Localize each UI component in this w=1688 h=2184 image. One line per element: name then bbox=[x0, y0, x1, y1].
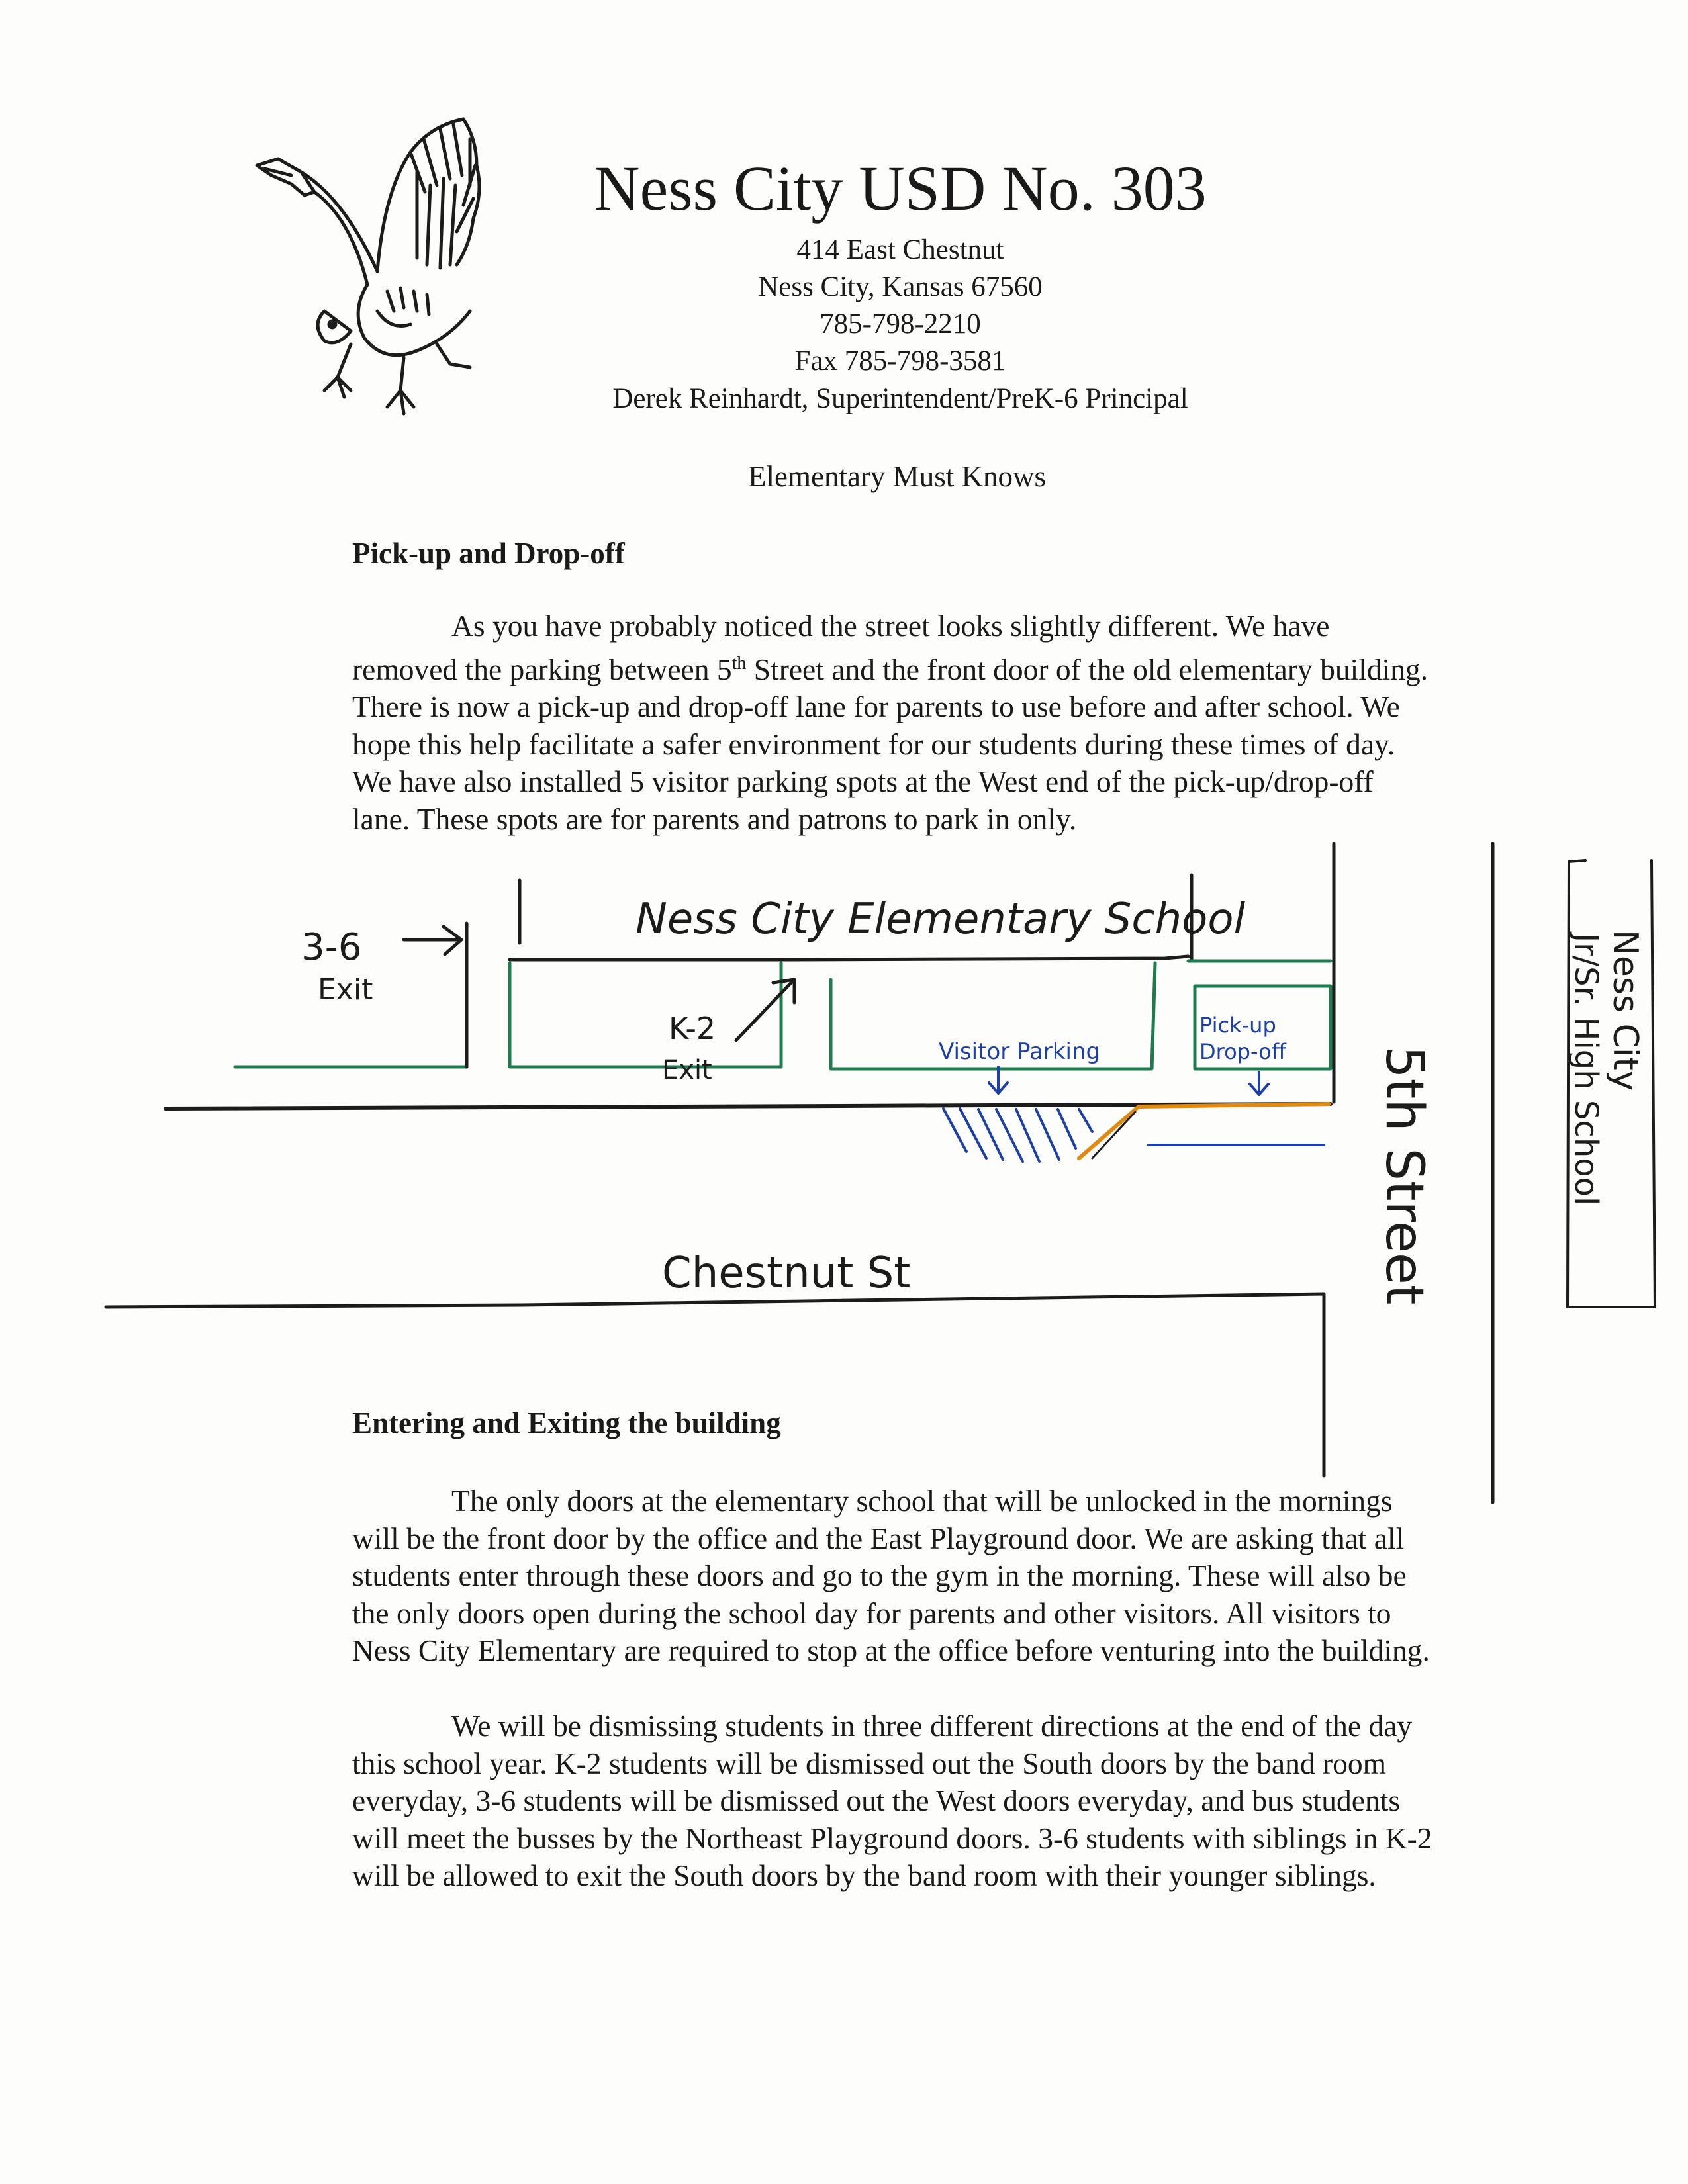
exit-k2-sub: Exit bbox=[662, 1055, 712, 1085]
entering-paragraph bbox=[352, 1482, 1438, 1670]
fax-number: Fax 785-798-3581 bbox=[794, 345, 1006, 377]
section-heading-pickup: Pick-up and Drop-off bbox=[352, 537, 625, 570]
chestnut-street-label: Chestnut St bbox=[662, 1249, 911, 1298]
exit-3-6-label: 3-6 bbox=[301, 926, 362, 969]
green-block-1 bbox=[510, 963, 781, 1067]
pickup-paragraph-part2: Street and the front door of the old elementary building. There is now a pick-up and drop-off lane for parents to use before and after school. We hope this help facilitate a safer environment for our students during these times of day. We have also installed 5 visitor parking spots at the West end of the pick-up/drop-off lane. These spots are for parents and patrons to park in only. bbox=[352, 652, 1429, 836]
building-top-line bbox=[510, 956, 1188, 960]
high-school-label-line1: Ness City bbox=[1605, 930, 1645, 1091]
address-city: Ness City, Kansas 67560 bbox=[758, 271, 1043, 302]
pickup-label: Pick-up bbox=[1199, 1013, 1276, 1038]
chestnut-south-edge bbox=[106, 1294, 1324, 1476]
arrow-3-6 bbox=[404, 927, 461, 954]
exit-k2-label: K-2 bbox=[669, 1011, 716, 1046]
arrow-visitor bbox=[989, 1067, 1008, 1093]
arrow-k2 bbox=[736, 979, 794, 1040]
document-title: Elementary Must Knows bbox=[748, 460, 1046, 493]
principal-name: Derek Reinhardt, Superintendent/PreK-6 Principal bbox=[612, 383, 1188, 414]
fifth-street-label: 5th Street bbox=[1374, 1046, 1434, 1305]
exit-3-6-sub: Exit bbox=[318, 973, 373, 1007]
section-heading-entering: Entering and Exiting the building bbox=[352, 1406, 781, 1439]
arrow-pickup bbox=[1250, 1072, 1268, 1095]
visitor-parking-label: Visitor Parking bbox=[939, 1038, 1101, 1065]
address-street: 414 East Chestnut bbox=[796, 234, 1004, 265]
dropoff-label: Drop-off bbox=[1199, 1039, 1286, 1064]
high-school-label-line2: Jr/Sr. High School bbox=[1568, 933, 1605, 1206]
dismissal-paragraph bbox=[352, 1707, 1438, 1895]
entering-paragraph-text: The only doors at the elementary school that will be unlocked in the mornings will be the front door by the office and the East Playground door. We are asking that all students enter through these doors and go to the gym in the morning. These will also be the only doors open during the school day for parents and other visitors. All visitors to Ness City Elementary are required to stop at the office before venturing into the building. bbox=[352, 1484, 1430, 1667]
dismissal-paragraph-text: We will be dismissing students in three different directions at the end of the day this school year. K-2 students will be dismissed out the South doors by the band room everyday, 3-6 students will be dismissed out the West doors everyday, and bus students will meet the busses by the Northeast Playground doors. 3-6 students with siblings in K-2 will be allowed to exit the South doors by the band room with their younger siblings. bbox=[352, 1709, 1432, 1892]
ordinal-suffix: th bbox=[731, 653, 747, 674]
school-label: Ness City Elementary School bbox=[635, 895, 1246, 944]
organization-name: Ness City USD No. 303 bbox=[594, 153, 1207, 224]
phone-number: 785-798-2210 bbox=[820, 308, 981, 340]
pickup-paragraph-part1: As you have probably noticed the street looks slightly different. We have removed the parking between 5 bbox=[352, 609, 1330, 686]
